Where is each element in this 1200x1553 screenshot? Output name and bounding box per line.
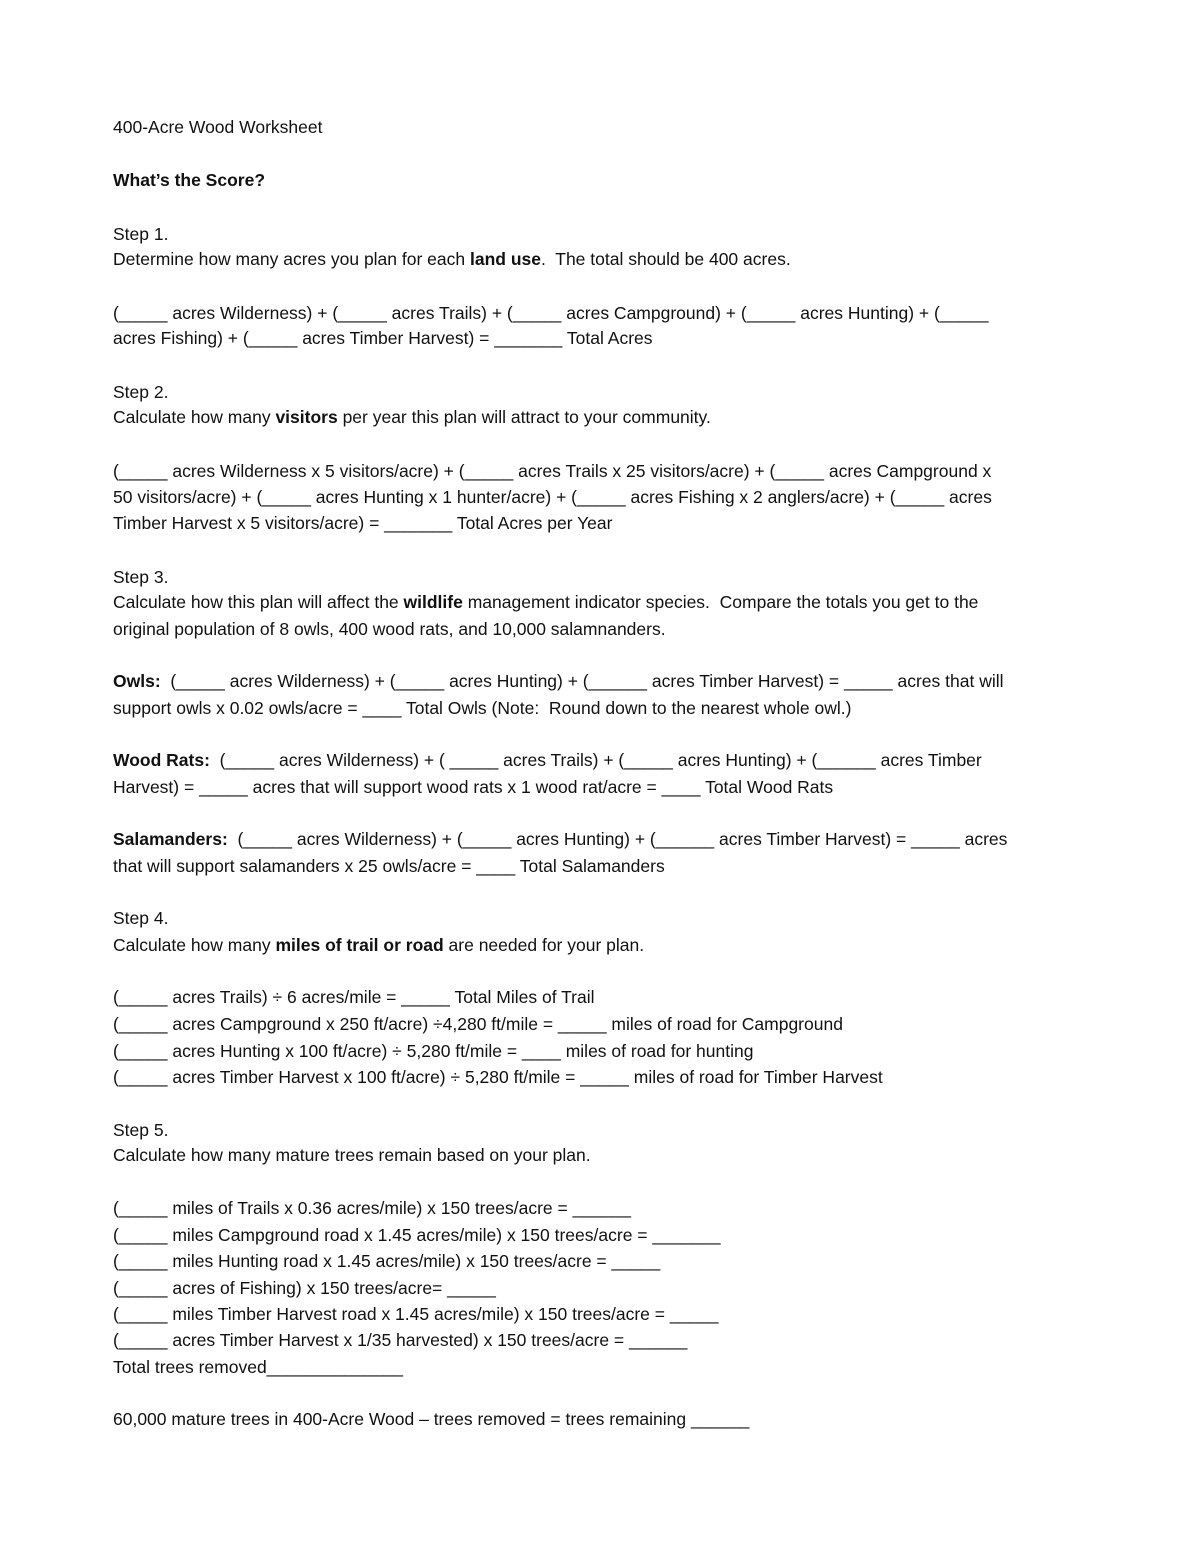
worksheet-title: 400-Acre Wood Worksheet [113, 117, 323, 137]
step3-intro [113, 590, 978, 614]
step5-line: (_____ acres of Fishing) x 150 trees/acre= _____ [113, 1278, 496, 1298]
step4-line: (_____ acres Campground x 250 ft/acre) ÷4,280 ft/mile = _____ miles of road for Campground [113, 1014, 843, 1034]
step5-intro: Calculate how many mature trees remain based on your plan. [113, 1145, 591, 1165]
step1-intro-pre: Determine how many acres you plan for each [113, 249, 470, 269]
step3-intro-pre: Calculate how this plan will affect the [113, 592, 404, 612]
step1-heading: Step 1. [113, 224, 169, 244]
step4-intro-pre: Calculate how many [113, 935, 276, 955]
step2-heading: Step 2. [113, 382, 169, 402]
worksheet-subtitle: What’s the Score? [113, 170, 266, 190]
salamanders-label: Salamanders: [113, 829, 228, 849]
salamanders-formula [113, 827, 1007, 851]
step2-formula-line1: (_____ acres Wilderness x 5 visitors/acre) + (_____ acres Trails x 25 visitors/acre) + (_____ acres Campground x [113, 461, 992, 481]
step1-formula-line1: (_____ acres Wilderness) + (_____ acres Trails) + (_____ acres Campground) + (_____ acres Hunting) + (_____ [113, 303, 989, 323]
wood-rats-line2: Harvest) = _____ acres that will support wood rats x 1 wood rat/acre = ____ Total Wood Rats [113, 777, 834, 797]
step1-intro-bold: land use [469, 249, 541, 269]
step2-intro-bold: visitors [275, 407, 338, 427]
step5-line: (_____ miles of Trails x 0.36 acres/mile) x 150 trees/acre = ______ [113, 1198, 631, 1218]
step4-heading: Step 4. [113, 908, 169, 928]
step2-intro-pre: Calculate how many [113, 407, 276, 427]
step5-line: (_____ miles Campground road x 1.45 acres/mile) x 150 trees/acre = _______ [113, 1225, 721, 1245]
step4-line: (_____ acres Timber Harvest x 100 ft/acre) ÷ 5,280 ft/mile = _____ miles of road for Timber Harvest [113, 1067, 883, 1087]
step5-line: (_____ miles Timber Harvest road x 1.45 acres/mile) x 150 trees/acre = _____ [113, 1304, 719, 1324]
step5-heading: Step 5. [113, 1120, 169, 1140]
step2-formula-line3: Timber Harvest x 5 visitors/acre) = _______ Total Acres per Year [113, 513, 613, 533]
owls-label: Owls: [113, 671, 161, 691]
salamanders-line1: (_____ acres Wilderness) + (_____ acres Hunting) + (______ acres Timber Harvest) = _____ acres [227, 829, 1008, 849]
step4-line: (_____ acres Trails) ÷ 6 acres/mile = _____ Total Miles of Trail [113, 987, 595, 1007]
step5-line: (_____ acres Timber Harvest x 1/35 harvested) x 150 trees/acre = ______ [113, 1330, 688, 1350]
step1-formula-line2: acres Fishing) + (_____ acres Timber Harvest) = _______ Total Acres [113, 328, 653, 348]
step3-heading: Step 3. [113, 567, 169, 587]
owls-line1: (_____ acres Wilderness) + (_____ acres Hunting) + (______ acres Timber Harvest) = _____ acres that will [160, 671, 1004, 691]
step2-formula-line2: 50 visitors/acre) + (_____ acres Hunting x 1 hunter/acre) + (_____ acres Fishing x 2 anglers/acre) + (_____ acres [113, 487, 992, 507]
step1-intro-post: . The total should be 400 acres. [540, 249, 791, 269]
step2-intro-post: per year this plan will attract to your community. [337, 407, 711, 427]
step5-line: (_____ miles Hunting road x 1.45 acres/mile) x 150 trees/acre = _____ [113, 1251, 661, 1271]
owls-line2: support owls x 0.02 owls/acre = ____ Total Owls (Note: Round down to the nearest whole owl.) [113, 698, 852, 718]
step4-line: (_____ acres Hunting x 100 ft/acre) ÷ 5,280 ft/mile = ____ miles of road for hunting [113, 1041, 754, 1061]
total-trees-removed: Total trees removed______________ [113, 1357, 403, 1377]
wood-rats-label: Wood Rats: [113, 750, 210, 770]
step3-intro-post: management indicator species. Compare the totals you get to the [462, 592, 979, 612]
trees-remaining-line: 60,000 mature trees in 400-Acre Wood – trees removed = trees remaining ______ [113, 1409, 750, 1429]
wood-rats-formula [113, 748, 982, 772]
owls-formula [113, 669, 1004, 693]
wood-rats-line1: (_____ acres Wilderness) + ( _____ acres Trails) + (_____ acres Hunting) + (______ acres Timber [209, 750, 982, 770]
step3-intro-bold: wildlife [403, 592, 463, 612]
step2-intro [113, 405, 711, 429]
step3-intro-line2: original population of 8 owls, 400 wood rats, and 10,000 salamnanders. [113, 619, 666, 639]
step4-intro-post: are needed for your plan. [443, 935, 645, 955]
step4-intro-bold: miles of trail or road [275, 935, 444, 955]
step4-intro [113, 933, 644, 957]
salamanders-line2: that will support salamanders x 25 owls/acre = ____ Total Salamanders [113, 856, 665, 876]
step1-intro [113, 247, 791, 271]
